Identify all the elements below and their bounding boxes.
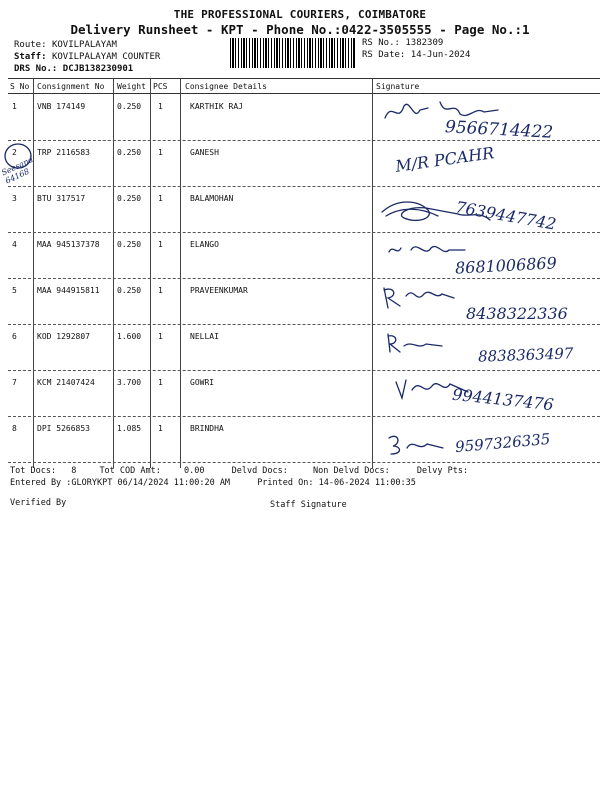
- handwritten-signature: [380, 282, 490, 312]
- row-signature-number: 9944137476: [451, 384, 555, 415]
- row-signature-number: M/R PCAHR: [394, 143, 496, 176]
- route-line: [14, 40, 117, 50]
- runsheet-title: Delivery Runsheet - KPT - Phone No.:0422-3505555 - Page No.:1: [70, 22, 530, 37]
- row-separator: [8, 416, 600, 417]
- row-weight: 0.250: [117, 102, 142, 111]
- row-pcs: 1: [158, 286, 163, 295]
- row-pcs: 1: [158, 424, 163, 433]
- col-header-pcs: PCS: [153, 82, 168, 91]
- row-consignee: KARTHIK RAJ: [190, 102, 243, 111]
- row-signature-number: 9597326335: [454, 429, 552, 457]
- col-header-signature: Signature: [376, 82, 420, 91]
- row-separator: [8, 278, 600, 279]
- row-signature-number: 8838363497: [477, 344, 574, 366]
- row-sno: 8: [12, 424, 17, 433]
- row-consignment: KCM 21407424: [37, 378, 95, 387]
- row-weight: 0.250: [117, 240, 142, 249]
- row-consignee: ELANGO: [190, 240, 219, 249]
- row-signature-number: 9566714422: [444, 117, 554, 143]
- staff-line: [14, 52, 160, 62]
- row-consignee: GANESH: [190, 148, 219, 157]
- rs-date-line: [362, 50, 470, 60]
- col-header-weight: Weight: [117, 82, 146, 91]
- row-sno: 5: [12, 286, 17, 295]
- row-consignment: DPI 5266853: [37, 424, 90, 433]
- company-name: THE PROFESSIONAL COURIERS, COIMBATORE: [173, 8, 427, 21]
- col-divider: [33, 78, 34, 468]
- row-sno: 6: [12, 332, 17, 341]
- row-sno: 7: [12, 378, 17, 387]
- route-label: Route:: [14, 40, 47, 50]
- row-weight: 0.250: [117, 194, 142, 203]
- rs-no-value: 1382309: [405, 38, 444, 48]
- row-pcs: 1: [158, 148, 163, 157]
- drs-value: DCJB138230901: [62, 64, 134, 74]
- entered-line: [10, 478, 416, 488]
- row-consignee: PRAVEENKUMAR: [190, 286, 248, 295]
- row-consignment: TRP 2116583: [37, 148, 90, 157]
- row-sno: 1: [12, 102, 17, 111]
- row-consignment: KOD 1292807: [37, 332, 90, 341]
- row-pcs: 1: [158, 194, 163, 203]
- row-pcs: 1: [158, 378, 163, 387]
- col-header-consignment: Consignment No: [37, 82, 105, 91]
- tot-cod-label: Tot COD Amt:: [99, 466, 161, 476]
- non-delvd-label: Non Delvd Docs:: [313, 466, 390, 476]
- row-consignee: GOWRI: [190, 378, 215, 387]
- row-signature-number: 7639447742: [454, 197, 558, 234]
- route-value: KOVILPALAYAM: [51, 40, 117, 50]
- row-consignment: VNB 174149: [37, 102, 86, 111]
- handwritten-signature: [385, 430, 455, 458]
- row-pcs: 1: [158, 102, 163, 111]
- row-consignment: BTU 317517: [37, 194, 86, 203]
- row-separator: [8, 324, 600, 325]
- row-pcs: 1: [158, 240, 163, 249]
- row-consignee: BRINDHA: [190, 424, 224, 433]
- handwritten-signature: [380, 96, 540, 128]
- row-consignee: BALAMOHAN: [190, 194, 234, 203]
- col-header-consignee: Consignee Details: [185, 82, 267, 91]
- rs-date-value: 14-Jun-2024: [410, 50, 471, 60]
- verified-by: Verified By: [10, 498, 67, 508]
- col-divider: [150, 78, 151, 468]
- table-top-rule: [8, 78, 600, 79]
- row-separator: [8, 186, 600, 187]
- drs-line: [14, 64, 133, 74]
- staff-signature: Staff Signature: [270, 500, 347, 510]
- delvy-pts-label: Delvy Pts:: [416, 466, 469, 476]
- col-header-sno: S No: [10, 82, 30, 91]
- col-divider: [180, 78, 181, 468]
- row-weight: 3.700: [117, 378, 142, 387]
- handwritten-signature: [378, 196, 498, 230]
- header-bottom-rule: [8, 93, 600, 94]
- row-separator: [8, 370, 600, 371]
- tot-cod-value: 0.00: [183, 466, 205, 476]
- tot-docs-value: 8: [71, 466, 77, 476]
- handwritten-signature: [385, 236, 485, 262]
- row-pcs: 1: [158, 332, 163, 341]
- row-consignment: MAA 944915811: [37, 286, 100, 295]
- row-weight: 1.085: [117, 424, 142, 433]
- rs-no-line: [362, 38, 443, 48]
- row-sno: 2: [12, 148, 17, 157]
- drs-label: DRS No.:: [14, 64, 58, 74]
- printed-on: Printed On: 14-06-2024 11:00:35: [257, 478, 416, 488]
- row-separator: [8, 232, 600, 233]
- staff-label: Staff:: [14, 52, 47, 62]
- row-signature-number: 8681006869: [454, 253, 558, 278]
- row-weight: 0.250: [117, 148, 142, 157]
- handwritten-signature: [392, 372, 482, 402]
- delvd-label: Delvd Docs:: [231, 466, 288, 476]
- row-consignee: NELLAI: [190, 332, 219, 341]
- row-weight: 1.600: [117, 332, 142, 341]
- totals-line: [10, 466, 468, 476]
- barcode: [230, 38, 355, 68]
- entered-by: Entered By :GLORYKPT 06/14/2024 11:00:20 AM: [10, 478, 231, 488]
- handwritten-signature: [382, 330, 452, 356]
- tot-docs-label: Tot Docs:: [10, 466, 57, 476]
- col-divider: [372, 78, 373, 468]
- row-signature-number: 8438322336: [466, 304, 568, 323]
- col-divider: [113, 78, 114, 468]
- rs-date-label: RS Date:: [362, 50, 406, 60]
- row-weight: 0.250: [117, 286, 142, 295]
- rs-no-label: RS No.:: [362, 38, 400, 48]
- row-sno: 3: [12, 194, 17, 203]
- row-separator: [8, 462, 600, 463]
- row-sno: 4: [12, 240, 17, 249]
- staff-value: KOVILPALAYAM COUNTER: [51, 52, 161, 62]
- row-consignment: MAA 945137378: [37, 240, 100, 249]
- margin-note: Seesand 64168: [0, 154, 35, 186]
